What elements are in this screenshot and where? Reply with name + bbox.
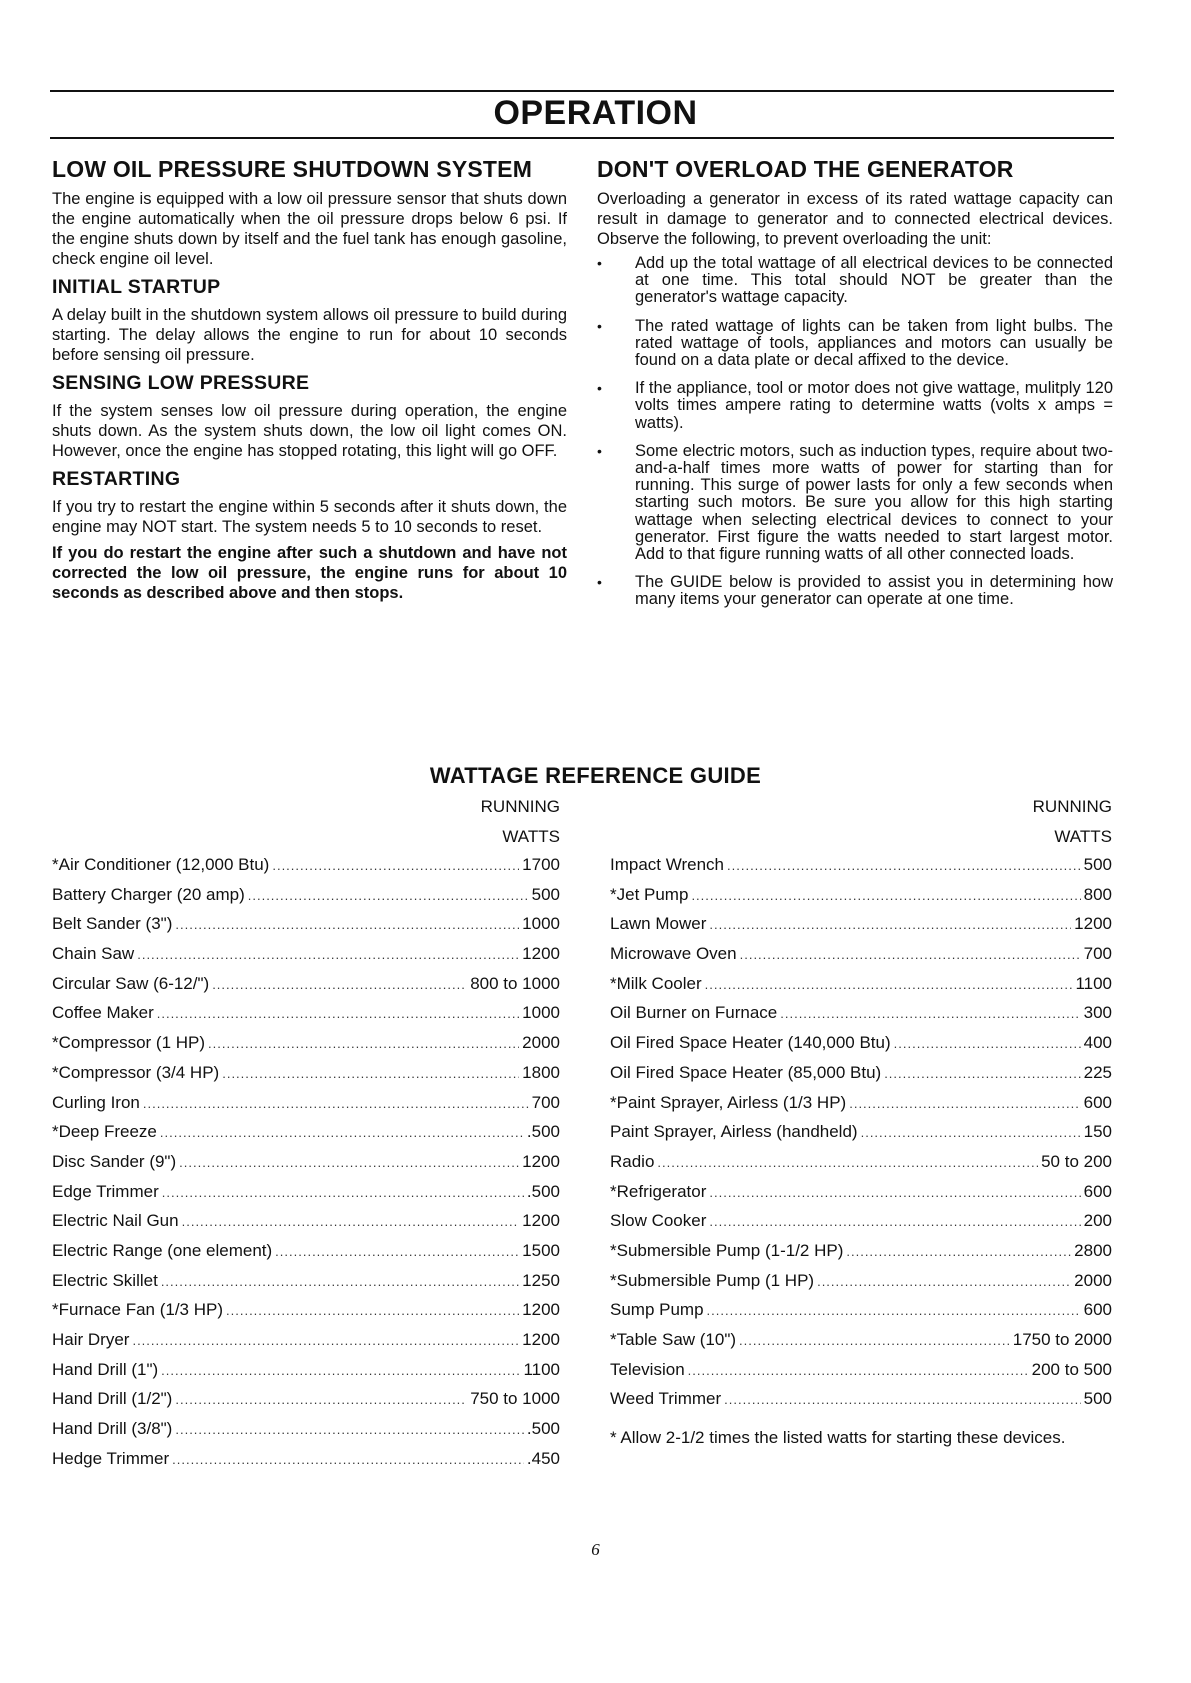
dot-leader	[222, 1066, 519, 1081]
running-watts: 150	[1083, 1122, 1112, 1142]
running-watts: 225	[1083, 1062, 1112, 1082]
running-watts: 1100	[523, 1359, 560, 1379]
running-watts: 1750 to 2000	[1012, 1330, 1112, 1349]
table-row	[610, 1360, 1112, 1390]
left-column-header	[380, 792, 560, 852]
restarting-text: If you try to restart the engine within 5 seconds after it shuts down, the engine may NOT start. The system needs 5 to 10 seconds to reset.	[52, 498, 567, 536]
title-underline-rule	[50, 137, 1114, 139]
appliance-name: Hand Drill (3/8")	[52, 1419, 173, 1439]
appliance-name: Oil Fired Space Heater (140,000 Btu)	[610, 1033, 891, 1053]
running-watts: 750 to 1000	[470, 1389, 560, 1409]
dot-leader	[707, 1303, 1081, 1318]
list-item: • If the appliance, tool or motor does not give wattage, mulitply 120 volts times ampere rating to determine watts (volts x amps = watts).	[597, 379, 1113, 432]
table-row	[610, 1389, 1112, 1419]
table-row	[610, 1241, 1112, 1271]
overload-heading: DON'T OVERLOAD THE GENERATOR	[597, 156, 1014, 182]
table-row	[52, 1182, 560, 1212]
running-watts: 2000	[1074, 1270, 1112, 1290]
table-row	[610, 1300, 1112, 1330]
appliance-name: Sump Pump	[610, 1300, 704, 1320]
dot-leader	[160, 1125, 524, 1140]
running-watts: 700	[1083, 944, 1112, 964]
dot-leader	[182, 1214, 520, 1229]
appliance-name: Battery Charger (20 amp)	[52, 884, 245, 904]
page-title: OPERATION	[493, 94, 698, 132]
table-row	[52, 1063, 560, 1093]
table-row	[52, 1033, 560, 1063]
dot-leader	[132, 1333, 519, 1348]
table-row	[52, 1360, 560, 1390]
running-watts: 1250	[522, 1270, 560, 1290]
appliance-name: Coffee Maker	[52, 1003, 154, 1023]
running-watts: .450	[526, 1448, 560, 1468]
dot-leader	[849, 1096, 1080, 1111]
dot-leader	[894, 1036, 1081, 1051]
running-watts: 1000	[522, 1003, 560, 1023]
appliance-name: Hedge Trimmer	[52, 1448, 170, 1468]
dot-leader	[208, 1036, 519, 1051]
running-watts: 800	[1083, 884, 1112, 904]
appliance-name: Lawn Mower	[610, 914, 707, 934]
running-watts: 1200	[522, 1151, 560, 1171]
running-watts: 1200	[1074, 914, 1112, 934]
table-row	[52, 914, 560, 944]
dot-leader	[179, 1155, 519, 1170]
dot-leader	[272, 858, 519, 873]
list-item: • Add up the total wattage of all electrical devices to be connected at one time. This total should NOT be greater than the generator's wattage capacity.	[597, 254, 1113, 307]
starting-watts-footnote: * Allow 2-1/2 times the listed watts for starting these devices.	[610, 1428, 1066, 1447]
appliance-name: Electric Skillet	[52, 1270, 158, 1290]
dot-leader	[709, 917, 1071, 932]
table-row	[610, 1211, 1112, 1241]
appliance-name: *Table Saw (10")	[610, 1330, 737, 1349]
table-row	[52, 1241, 560, 1271]
list-item: • Some electric motors, such as induction types, require about two-and-a-half times more watts of power for starting than for running. This surge of power lasts for only a few seconds when starting such motors. Be sure you allow for this high starting wattage when selecting electrical devices to connect to your generator. First figure the watts needed to start largest motor. Add to that figure running watts of all other connected loads.	[597, 441, 1113, 564]
table-row	[610, 1330, 1112, 1360]
table-row	[52, 974, 560, 1004]
appliance-name: *Paint Sprayer, Airless (1/3 HP)	[610, 1092, 847, 1112]
dot-leader	[143, 1096, 529, 1111]
running-watts: 2800	[1074, 1240, 1112, 1260]
dot-leader	[780, 1006, 1080, 1021]
table-row	[52, 1152, 560, 1182]
wattage-guide-title: WATTAGE REFERENCE GUIDE	[429, 763, 762, 788]
dot-leader	[739, 1333, 1010, 1348]
running-watts: 200	[1083, 1211, 1112, 1231]
right-column-header	[932, 792, 1112, 852]
table-row	[52, 1300, 560, 1330]
dot-leader	[175, 1392, 467, 1407]
low-oil-section	[52, 155, 567, 609]
appliance-name: Radio	[610, 1151, 655, 1171]
header-running: RUNNING	[1032, 797, 1112, 816]
low-oil-intro: The engine is equipped with a low oil pressure sensor that shuts down the engine automatically when the oil pressure drops below 6 psi. If the engine shuts down by itself and the fuel tank has enough gasoline, check engine oil level.	[52, 190, 567, 268]
table-row	[610, 885, 1112, 915]
appliance-name: Curling Iron	[52, 1092, 140, 1112]
dot-leader	[161, 1274, 519, 1289]
table-row	[610, 1093, 1112, 1123]
appliance-name: Impact Wrench	[610, 855, 725, 874]
running-watts: .500	[526, 1181, 560, 1201]
appliance-name: Belt Sander (3")	[52, 914, 173, 934]
dot-leader	[157, 1006, 519, 1021]
appliance-name: Hand Drill (1")	[52, 1359, 159, 1379]
running-watts: 300	[1083, 1003, 1112, 1023]
header-running: RUNNING	[480, 797, 560, 816]
restarting-heading: RESTARTING	[52, 468, 181, 490]
running-watts: .500	[526, 1122, 560, 1142]
table-row	[610, 944, 1112, 974]
running-watts: 1700	[522, 855, 560, 874]
table-row	[52, 855, 560, 885]
dot-leader	[709, 1214, 1080, 1229]
dot-leader	[175, 1422, 524, 1437]
overload-intro: Overloading a generator in excess of its rated wattage capacity can result in damage to generator and to connected electrical devices. Observe the following, to prevent overloading the unit:	[597, 190, 1113, 248]
running-watts: 1100	[1075, 973, 1112, 993]
appliance-name: Hair Dryer	[52, 1330, 130, 1349]
table-row	[52, 1211, 560, 1241]
appliance-name: *Deep Freeze	[52, 1122, 157, 1142]
running-watts: 500	[1083, 1389, 1112, 1409]
table-row	[52, 1419, 560, 1449]
dot-leader	[817, 1274, 1071, 1289]
table-row	[52, 1271, 560, 1301]
list-item: • The GUIDE below is provided to assist you in determining how many items your generator can operate at one time.	[597, 573, 1113, 609]
dot-leader	[162, 1185, 524, 1200]
running-watts: 1200	[522, 1300, 560, 1320]
table-row	[610, 1152, 1112, 1182]
dot-leader	[172, 1452, 524, 1467]
table-row	[52, 1003, 560, 1033]
table-row	[610, 1003, 1112, 1033]
running-watts: 600	[1083, 1300, 1112, 1320]
header-watts: WATTS	[1054, 827, 1112, 846]
dot-leader	[248, 888, 529, 903]
appliance-name: Paint Sprayer, Airless (handheld)	[610, 1122, 858, 1142]
table-row	[52, 944, 560, 974]
appliance-name: Microwave Oven	[610, 944, 737, 964]
running-watts: 600	[1083, 1092, 1112, 1112]
running-watts: 1500	[522, 1240, 560, 1260]
running-watts: 700	[531, 1092, 560, 1112]
appliance-name: *Submersible Pump (1-1/2 HP)	[610, 1240, 844, 1260]
dot-leader	[226, 1303, 519, 1318]
table-row	[610, 1271, 1112, 1301]
appliance-name: Edge Trimmer	[52, 1181, 159, 1201]
appliance-name: Disc Sander (9")	[52, 1151, 177, 1171]
appliance-name: Hand Drill (1/2")	[52, 1389, 173, 1409]
sensing-low-pressure-text: If the system senses low oil pressure during operation, the engine shuts down. As the system shuts down, the low oil light comes ON. However, once the engine has stopped rotating, this light will go OFF.	[52, 402, 567, 460]
appliance-name: Electric Range (one element)	[52, 1240, 273, 1260]
dot-leader	[691, 888, 1080, 903]
dot-leader	[705, 977, 1073, 992]
appliance-name: *Compressor (3/4 HP)	[52, 1062, 220, 1082]
dot-leader	[724, 1392, 1080, 1407]
table-row	[52, 1449, 560, 1479]
running-watts: 800 to 1000	[470, 973, 560, 993]
dot-leader	[212, 977, 467, 992]
table-row	[610, 914, 1112, 944]
list-item: • The rated wattage of lights can be taken from light bulbs. The rated wattage of tools, appliances and motors can usually be found on a data plate or decal affixed to the device.	[597, 316, 1113, 370]
page-number: 6	[591, 1540, 600, 1559]
appliance-name: *Jet Pump	[610, 884, 689, 904]
dot-leader	[727, 858, 1081, 873]
initial-startup-text: A delay built in the shutdown system allows oil pressure to build during starting. The delay allows the engine to run for about 10 seconds before sensing oil pressure.	[52, 306, 567, 364]
restarting-warning: If you do restart the engine after such a shutdown and have not corrected the low oil pressure, the engine runs for about 10 seconds as described above and then stops.	[52, 544, 567, 602]
table-row	[52, 1122, 560, 1152]
table-row	[610, 974, 1112, 1004]
running-watts: 1000	[522, 914, 560, 934]
sensing-low-pressure-heading: SENSING LOW PRESSURE	[52, 372, 310, 394]
appliance-name: Weed Trimmer	[610, 1389, 722, 1409]
table-row	[610, 1063, 1112, 1093]
bullet-icon: •	[597, 317, 602, 334]
overload-section	[597, 155, 1113, 620]
appliance-name: *Refrigerator	[610, 1181, 707, 1201]
appliance-name: *Compressor (1 HP)	[52, 1033, 206, 1053]
running-watts: 1800	[522, 1062, 560, 1082]
running-watts: 50 to 200	[1041, 1151, 1112, 1171]
dot-leader	[740, 947, 1081, 962]
appliance-name: *Furnace Fan (1/3 HP)	[52, 1300, 224, 1320]
header-watts: WATTS	[502, 827, 560, 846]
dot-leader	[861, 1125, 1081, 1140]
running-watts: 200 to 500	[1031, 1359, 1112, 1379]
running-watts: 2000	[522, 1033, 560, 1053]
dot-leader	[688, 1363, 1029, 1378]
wattage-table-right	[610, 855, 1112, 1419]
dot-leader	[709, 1185, 1080, 1200]
running-watts: 400	[1083, 1033, 1112, 1053]
running-watts: 1200	[522, 1330, 560, 1349]
table-row	[610, 1182, 1112, 1212]
appliance-name: Slow Cooker	[610, 1211, 707, 1231]
appliance-name: Oil Fired Space Heater (85,000 Btu)	[610, 1062, 882, 1082]
dot-leader	[657, 1155, 1038, 1170]
table-row	[52, 1093, 560, 1123]
initial-startup-heading: INITIAL STARTUP	[52, 276, 221, 298]
running-watts: 500	[531, 884, 560, 904]
appliance-name: Television	[610, 1359, 685, 1379]
running-watts: 1200	[522, 1211, 560, 1231]
wattage-table-left	[52, 855, 560, 1478]
table-row	[52, 885, 560, 915]
appliance-name: *Submersible Pump (1 HP)	[610, 1270, 815, 1290]
dot-leader	[161, 1363, 520, 1378]
appliance-name: Chain Saw	[52, 944, 135, 964]
low-oil-heading: LOW OIL PRESSURE SHUTDOWN SYSTEM	[52, 156, 533, 182]
bullet-icon: •	[597, 255, 602, 271]
bullet-icon: •	[597, 574, 602, 591]
table-row	[610, 855, 1112, 885]
table-row	[52, 1389, 560, 1419]
table-row	[52, 1330, 560, 1360]
appliance-name: Oil Burner on Furnace	[610, 1003, 778, 1023]
dot-leader	[175, 917, 519, 932]
dot-leader	[275, 1244, 519, 1259]
appliance-name: *Milk Cooler	[610, 973, 702, 993]
appliance-name: *Air Conditioner (12,000 Btu)	[52, 855, 270, 874]
dot-leader	[884, 1066, 1080, 1081]
dot-leader	[137, 947, 519, 962]
running-watts: 600	[1083, 1181, 1112, 1201]
bullet-icon: •	[597, 442, 602, 459]
running-watts: .500	[526, 1419, 560, 1439]
appliance-name: Circular Saw (6-12/")	[52, 973, 210, 993]
running-watts: 1200	[522, 944, 560, 964]
table-row	[610, 1122, 1112, 1152]
running-watts: 500	[1083, 855, 1112, 874]
overload-bullet-list	[597, 255, 1113, 609]
dot-leader	[846, 1244, 1071, 1259]
table-row	[610, 1033, 1112, 1063]
bullet-icon: •	[597, 380, 602, 397]
appliance-name: Electric Nail Gun	[52, 1211, 179, 1231]
